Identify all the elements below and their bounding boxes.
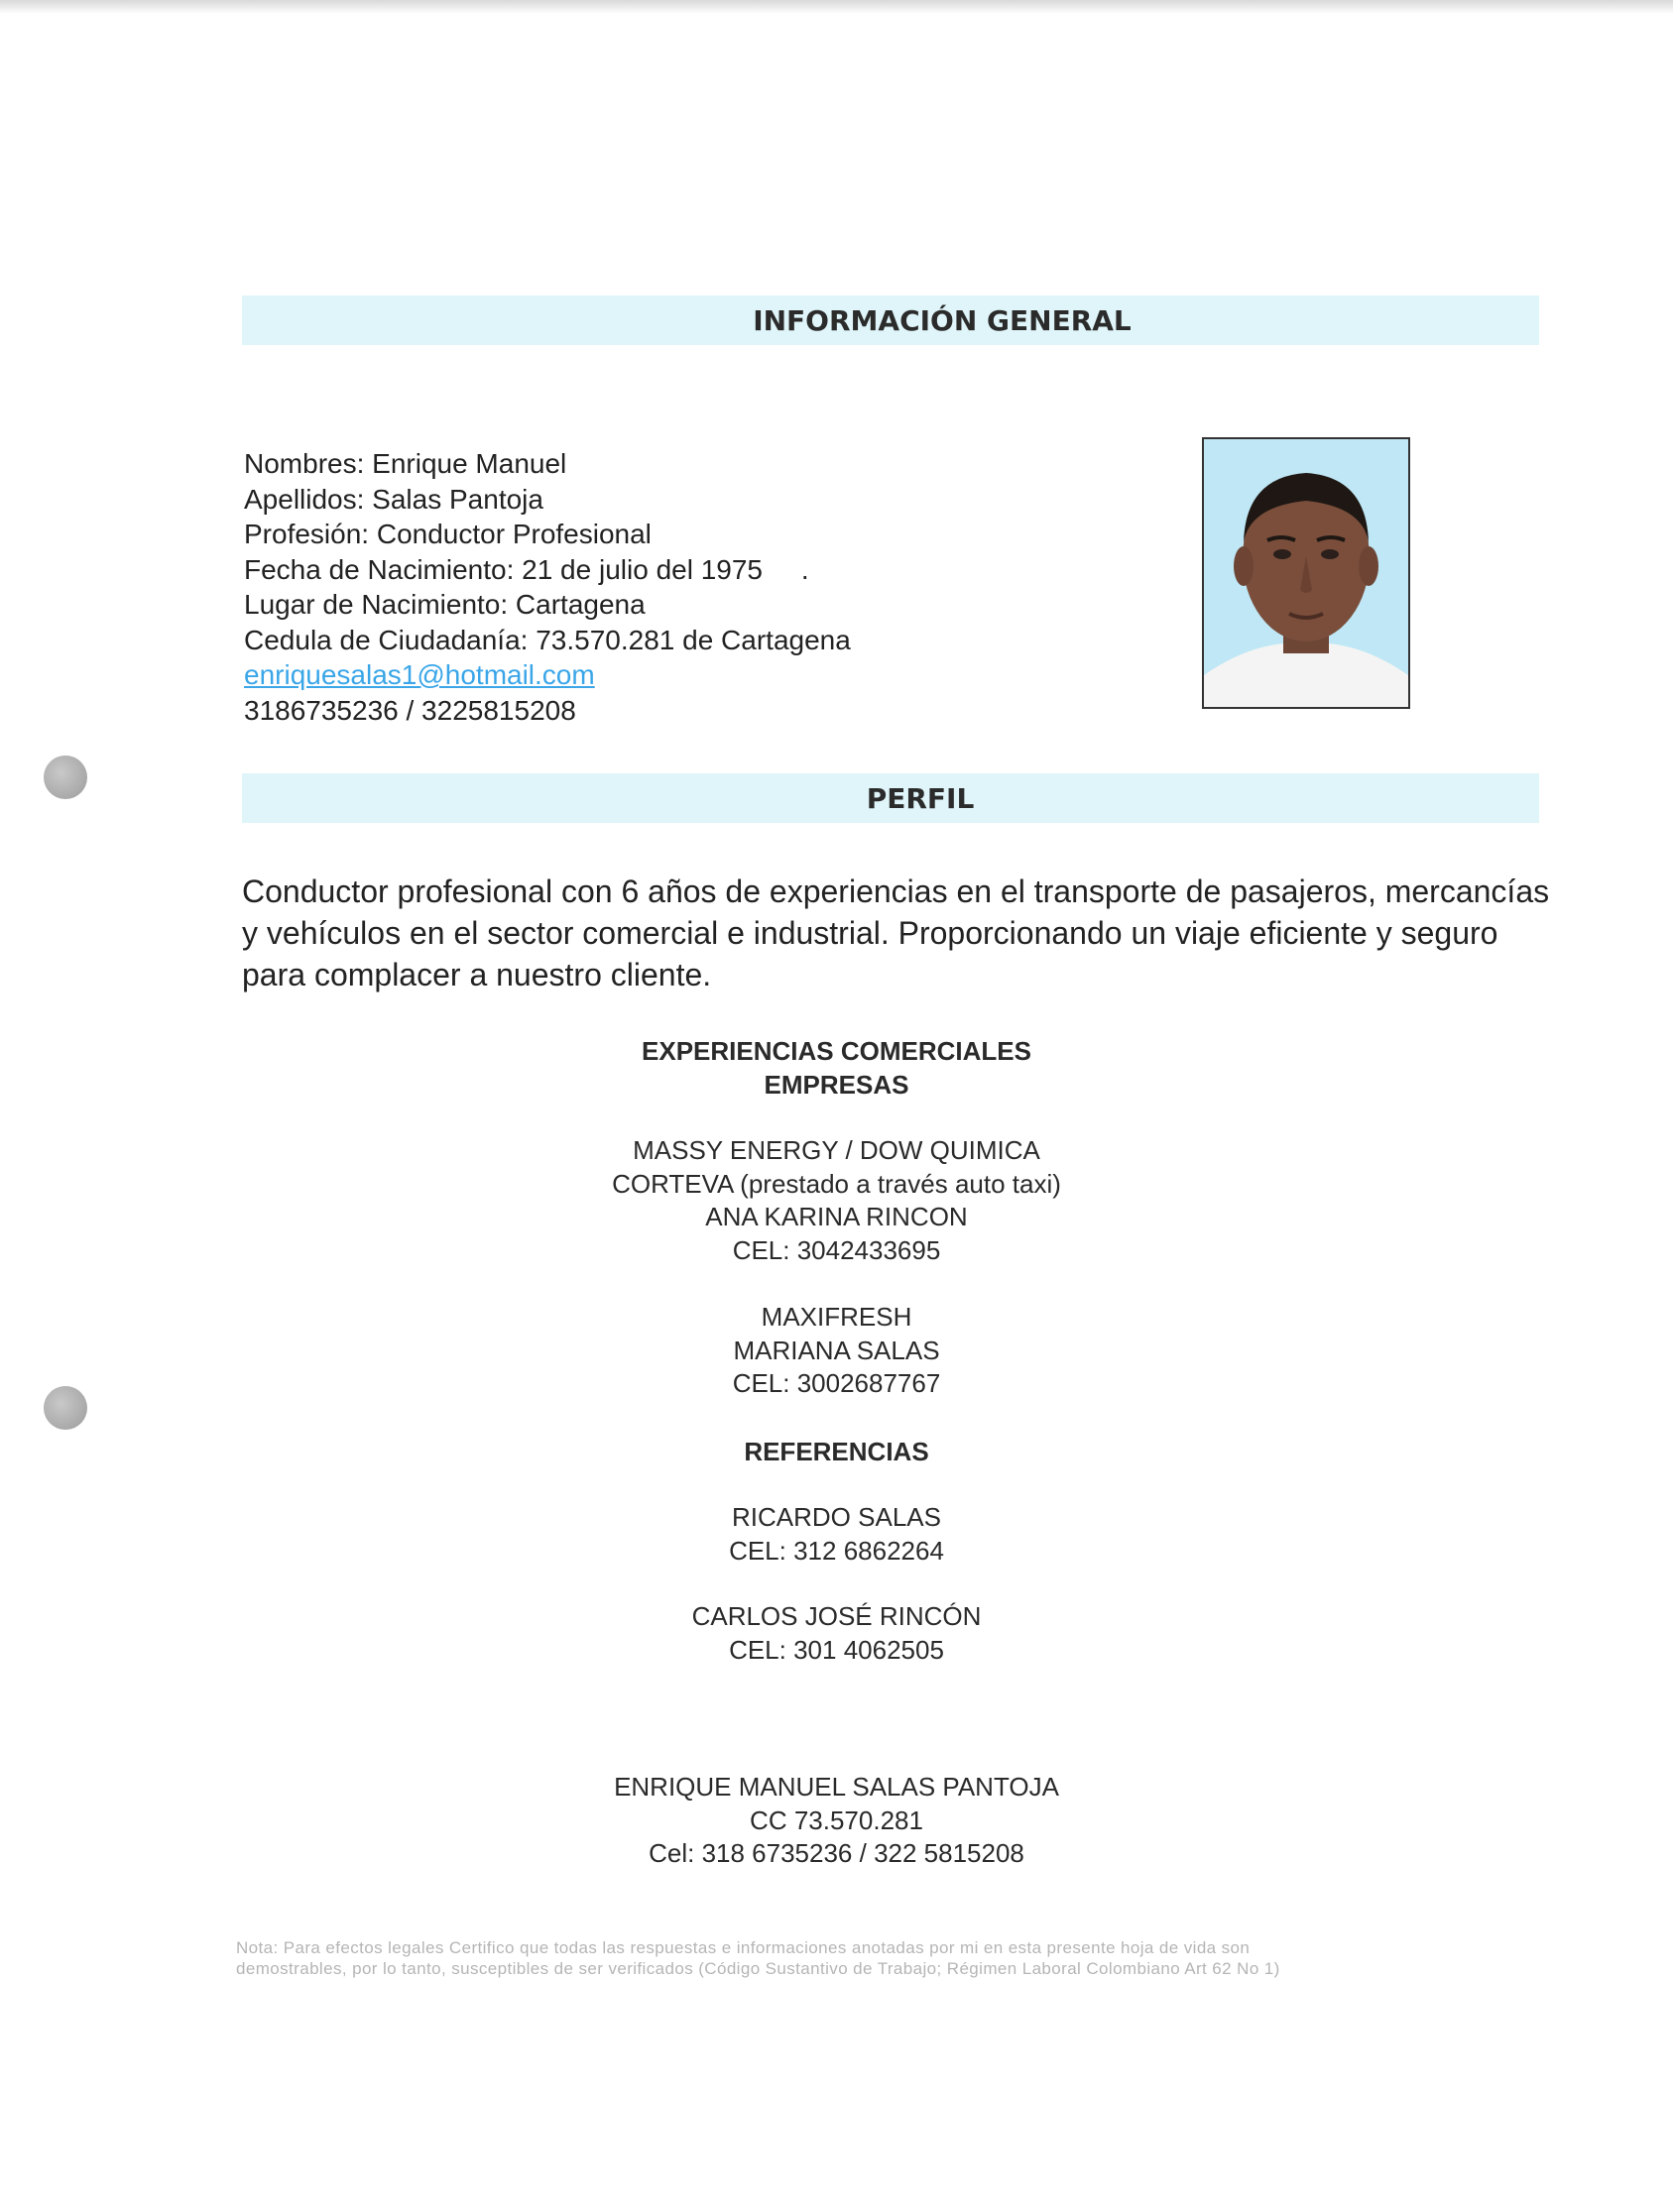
general-info-title: INFORMACIÓN GENERAL bbox=[753, 303, 1132, 337]
reference-name: CARLOS JOSÉ RINCÓN bbox=[691, 1601, 982, 1631]
info-cedula: Cedula de Ciudadanía: 73.570.281 de Cartagena bbox=[244, 624, 851, 655]
references-heading bbox=[0, 1436, 1673, 1469]
info-nombres: Nombres: Enrique Manuel bbox=[244, 448, 567, 479]
company-line: ANA KARINA RINCON bbox=[705, 1202, 968, 1231]
signature-block bbox=[0, 1771, 1673, 1871]
info-fecha-nacimiento: Fecha de Nacimiento: 21 de julio del 1975 . bbox=[244, 553, 809, 585]
info-telefonos: 3186735236 / 3225815208 bbox=[244, 694, 576, 726]
info-apellidos: Apellidos: Salas Pantoja bbox=[244, 483, 543, 515]
company-line: CEL: 3002687767 bbox=[732, 1368, 941, 1398]
signature-cel: Cel: 318 6735236 / 322 5815208 bbox=[649, 1838, 1024, 1868]
experience-heading-line2: EMPRESAS bbox=[764, 1069, 909, 1100]
experience-heading-line1: EXPERIENCIAS COMERCIALES bbox=[642, 1036, 1031, 1066]
profile-text: Conductor profesional con 6 años de experiencias en el transporte de pasajeros, mercancías y vehículos en el sector comercial e industrial. Proporcionando un viaje eficiente y seguro para complacer a nuestro cliente. bbox=[242, 873, 1550, 992]
reference-phone: CEL: 312 6862264 bbox=[729, 1535, 944, 1566]
profile-photo bbox=[1202, 437, 1410, 709]
company-entry bbox=[0, 1301, 1673, 1401]
profile-title: PERFIL bbox=[866, 781, 975, 815]
references-title: REFERENCIAS bbox=[744, 1437, 929, 1466]
info-lugar-nacimiento: Lugar de Nacimiento: Cartagena bbox=[244, 589, 646, 620]
company-line: MARIANA SALAS bbox=[733, 1335, 940, 1365]
info-profesion: Profesión: Conductor Profesional bbox=[244, 519, 652, 549]
company-line: CEL: 3042433695 bbox=[732, 1234, 941, 1265]
reference-name: RICARDO SALAS bbox=[732, 1502, 941, 1532]
email-link[interactable]: enriquesalas1@hotmail.com bbox=[244, 659, 595, 690]
legal-note: Nota: Para efectos legales Certifico que todas las respuestas e informaciones anotadas por mi en esta presente hoja de vida son demostrables, por lo tanto, susceptibles de ser verificados (Código Sustantivo de Trabajo; Régimen Laboral Colombiano Art 62 No 1) bbox=[236, 1938, 1280, 1978]
company-line: CORTEVA (prestado a través auto taxi) bbox=[612, 1168, 1061, 1199]
punch-hole bbox=[44, 756, 87, 799]
reference-entry bbox=[0, 1501, 1673, 1568]
company-entry bbox=[0, 1134, 1673, 1267]
company-line: MASSY ENERGY / DOW QUIMICA bbox=[633, 1135, 1040, 1165]
experience-heading bbox=[0, 1035, 1673, 1102]
personal-info bbox=[244, 446, 1136, 728]
reference-phone: CEL: 301 4062505 bbox=[729, 1634, 944, 1665]
signature-name: ENRIQUE MANUEL SALAS PANTOJA bbox=[614, 1772, 1059, 1802]
signature-cc: CC 73.570.281 bbox=[750, 1805, 923, 1835]
reference-entry bbox=[0, 1600, 1673, 1667]
scan-edge bbox=[0, 0, 1673, 14]
profile-header bbox=[242, 773, 1539, 823]
general-info-header bbox=[242, 295, 1539, 345]
company-line: MAXIFRESH bbox=[761, 1302, 912, 1332]
